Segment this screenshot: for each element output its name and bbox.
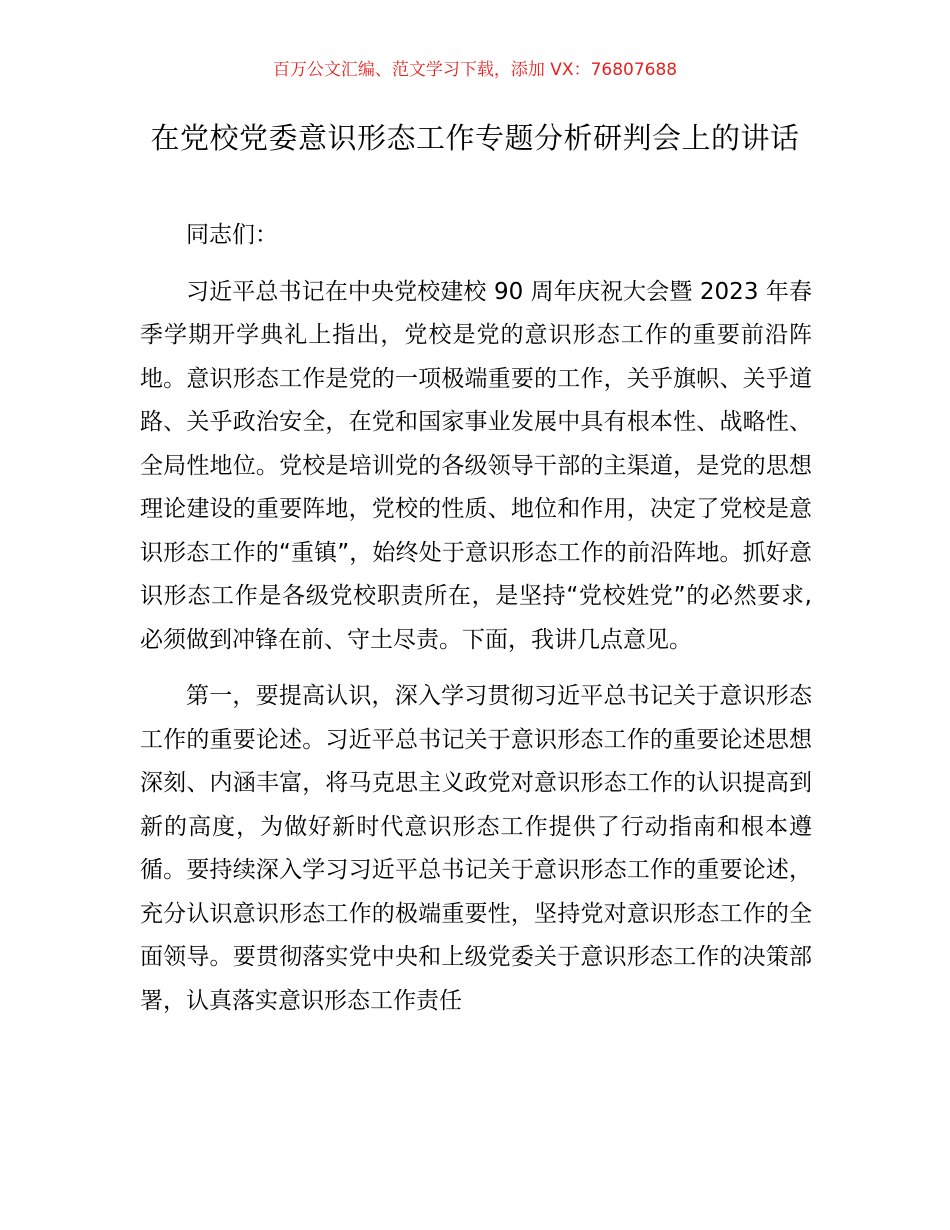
paragraph-1: 习近平总书记在中央党校建校 90 周年庆祝大会暨 2023 年春季学期开学典礼上指出，党校是党的意识形态工作的重要前沿阵地。意识形态工作是党的一项极端重要的工作，关乎旗帜、关乎道路、关乎政治安全，在党和国家事业发展中具有根本性、战略性、全局性地位。党校是培训党的各级领导干部的主渠道，是党的思想理论建设的重要阵地，党校的性质、地位和作用，决定了党校是意识形态工作的“重镇”，始终处于意识形态工作的前沿阵地。抓好意识形态工作是各级党校职责所在，是坚持“党校姓党”的必然要求,必须做到冲锋在前、守土尽责。下面，我讲几点意见。 [140,278,812,653]
document-body [140,214,812,1036]
greeting: 同志们： [186,222,278,248]
header-banner: 百万公文汇编、范文学习下载，添加 VX：76807688 [272,60,678,80]
paragraph-2: 第一，要提高认识，深入学习贯彻习近平总书记关于意识形态工作的重要论述。习近平总书记关于意识形态工作的重要论述思想深刻、内涵丰富，将马克思主义政党对意识形态工作的认识提高到新的高度，为做好新时代意识形态工作提供了行动指南和根本遵循。要持续深入学习习近平总书记关于意识形态工作的重要论述，充分认识意识形态工作的极端重要性，坚持党对意识形态工作的全面领导。要贯彻落实党中央和上级党委关于意识形态工作的决策部署，认真落实意识形态工作责任 [140,683,812,1014]
document-title: 在党校党委意识形态工作专题分析研判会上的讲话 [150,121,800,155]
